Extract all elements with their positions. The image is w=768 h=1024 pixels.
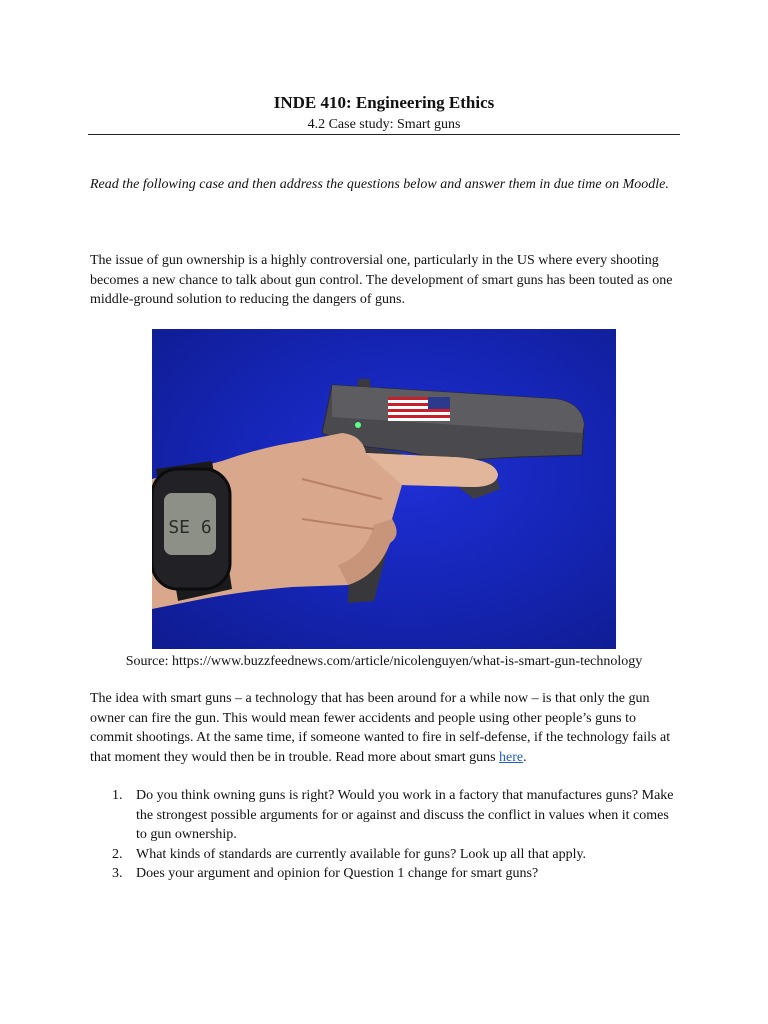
list-item	[90, 864, 680, 884]
question-number: 3.	[112, 866, 123, 881]
list-item	[90, 786, 680, 845]
question-list	[90, 786, 680, 884]
course-title: INDE 410: Engineering Ethics	[273, 93, 495, 112]
body-paragraph-2-text: The idea with smart guns – a technology that has been around for a while now – is that only the gun owner can fire the gun. This would mean fewer accidents and people using other people’s guns to commit shootings. At the same time, if someone wanted to fire in self-defense, if the technology fails at that moment they would then be in trouble. Read more about smart guns	[90, 691, 671, 765]
body-paragraph-2-trailing: .	[523, 749, 527, 765]
question-number: 2.	[112, 846, 123, 862]
header-divider	[88, 134, 680, 135]
read-more-link[interactable]: here	[499, 749, 524, 765]
document-header	[88, 92, 680, 135]
instructions-paragraph: Read the following case and then address the questions below and answer them in due time on Moodle.	[90, 177, 669, 192]
list-item	[90, 845, 680, 865]
body-paragraph-2	[90, 689, 680, 767]
case-study-subtitle: 4.2 Case study: Smart guns	[307, 117, 461, 132]
question-text: Does your argument and opinion for Question 1 change for smart guns?	[136, 866, 539, 881]
smart-gun-photo	[152, 329, 616, 649]
question-text: What kinds of standards are currently available for guns? Look up all that apply.	[136, 846, 587, 862]
watch-display-text: SE 6	[168, 517, 212, 538]
image-source-caption: Source: https://www.buzzfeednews.com/article/nicolenguyen/what-is-smart-gun-technology	[125, 654, 643, 669]
question-text: Do you think owning guns is right? Would you work in a factory that manufactures guns? Make the strongest possible arguments for or against and discuss the conflict in values when it comes to gun ownership.	[136, 788, 674, 842]
question-number: 1.	[112, 788, 123, 803]
body-paragraph-1: The issue of gun ownership is a highly controversial one, particularly in the US where every shooting becomes a new chance to talk about gun control. The development of smart guns has been touted as one middle-ground solution to reducing the dangers of guns.	[90, 253, 673, 307]
